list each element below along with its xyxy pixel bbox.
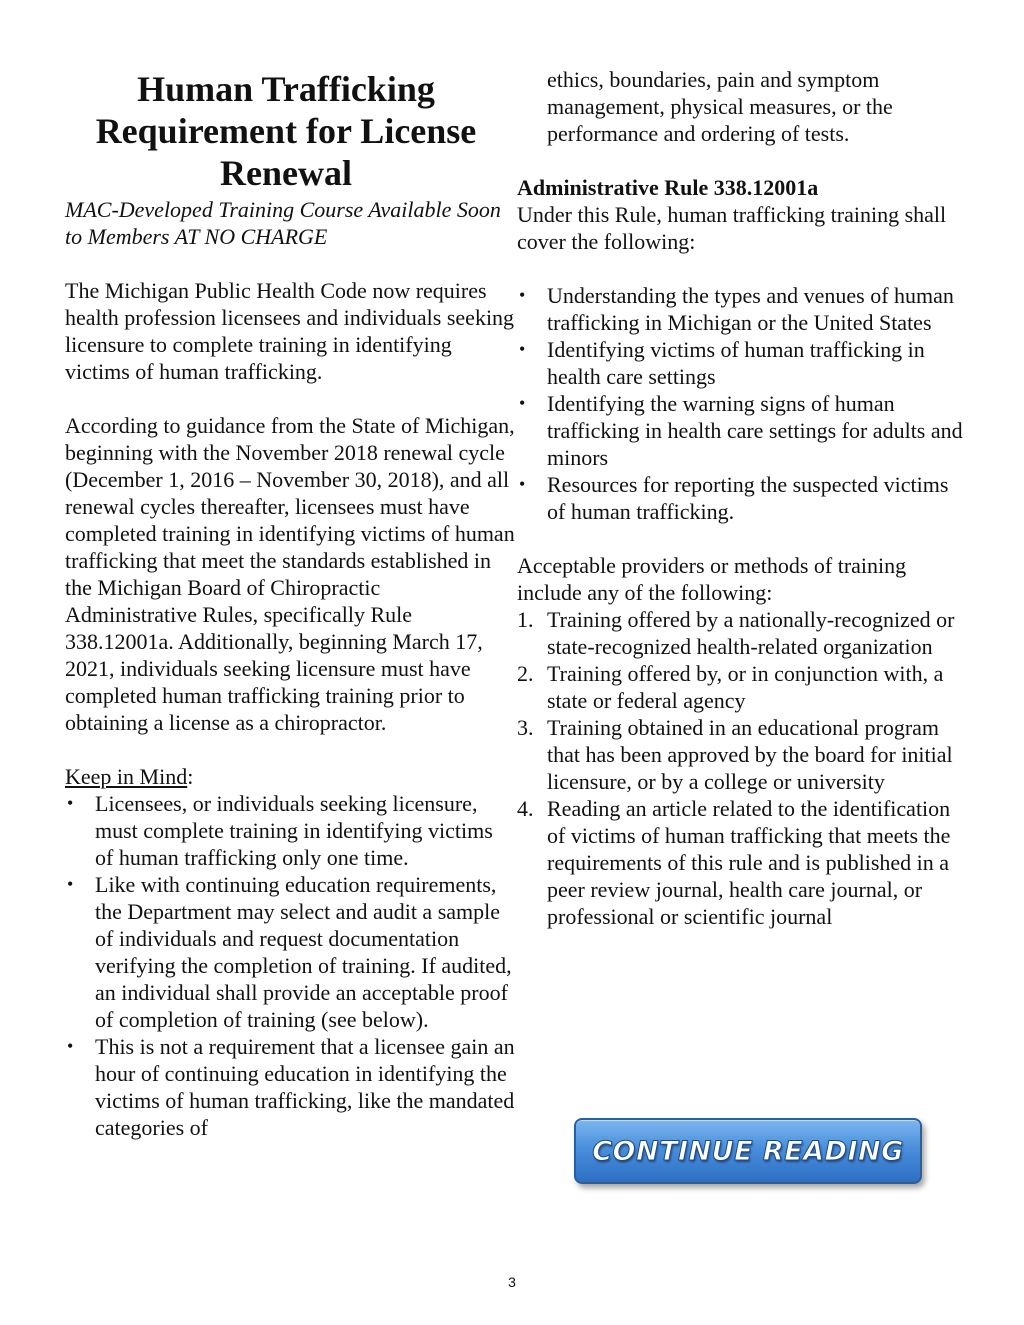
list-item: • Like with continuing education requirements, the Department may select and audit a sample of individuals and request documentation verifying the completion of training. If audited, an individual shall provide an acceptable proof of completion of training (see below). xyxy=(65,871,515,1033)
list-item: 4. Reading an article related to the identification of victims of human trafficking that meets the requirements of this rule and is published in a peer review journal, health care journal, or professional or scientific journal xyxy=(517,796,951,929)
list-item: 3. Training obtained in an educational program that has been approved by the board for initial licensure, or by a college or university xyxy=(517,715,953,794)
keep-in-mind-list xyxy=(65,790,515,1141)
rule-intro: Under this Rule, human trafficking training shall cover the following: xyxy=(517,202,947,254)
list-item: • Understanding the types and venues of human trafficking in Michigan or the United States xyxy=(517,282,967,336)
rule-heading: Administrative Rule 338.12001a xyxy=(517,175,819,200)
list-item: 2. Training offered by, or in conjunction with, a state or federal agency xyxy=(517,661,944,713)
intro-paragraph: The Michigan Public Health Code now requires health profession licensees and individuals seeking licensure to complete training in identifying victims of human trafficking. xyxy=(65,278,515,384)
rule-topics-list xyxy=(517,282,967,525)
list-item: • Licensees, or individuals seeking licensure, must complete training in identifying victims of human trafficking only one time. xyxy=(65,790,515,871)
article-subtitle: MAC-Developed Training Course Available Soon to Members AT NO CHARGE xyxy=(65,197,501,249)
list-item: • Identifying the warning signs of human trafficking in health care settings for adults and minors xyxy=(517,390,967,471)
continued-text: ethics, boundaries, pain and symptom management, physical measures, or the performance and ordering of tests. xyxy=(547,67,893,146)
left-column xyxy=(65,68,515,1141)
providers-intro: Acceptable providers or methods of training include any of the following: xyxy=(517,553,907,605)
list-item: • Resources for reporting the suspected victims of human trafficking. xyxy=(517,471,967,525)
list-item: • Identifying victims of human trafficking in health care settings xyxy=(517,336,967,390)
continue-reading-label: CONTINUE READING xyxy=(592,1135,904,1167)
keep-in-mind-heading: Keep in Mind: xyxy=(65,764,194,789)
guidance-paragraph: According to guidance from the State of Michigan, beginning with the November 2018 renewal cycle (December 1, 2016 – November 30, 2018), and all renewal cycles thereafter, licensees must have completed training in identifying victims of human trafficking that meet the standards established in the Michigan Board of Chiropractic Administrative Rules, specifically Rule 338.12001a. Additionally, beginning March 17, 2021, individuals seeking licensure must have completed human trafficking training prior to obtaining a license as a chiropractor. xyxy=(65,413,515,735)
list-item: • This is not a requirement that a licensee gain an hour of continuing education in identifying the victims of human trafficking, like the mandated categories of xyxy=(65,1033,515,1141)
keep-in-mind-label: Keep in Mind xyxy=(65,764,188,789)
page-number: 3 xyxy=(508,1274,516,1290)
right-column xyxy=(517,66,967,930)
article-title: Human Trafficking Requirement for License Renewal xyxy=(95,69,477,193)
continue-reading-button[interactable] xyxy=(574,1118,922,1184)
providers-list xyxy=(517,606,967,930)
list-item: 1. Training offered by a nationally-recognized or state-recognized health-related organization xyxy=(517,607,955,659)
